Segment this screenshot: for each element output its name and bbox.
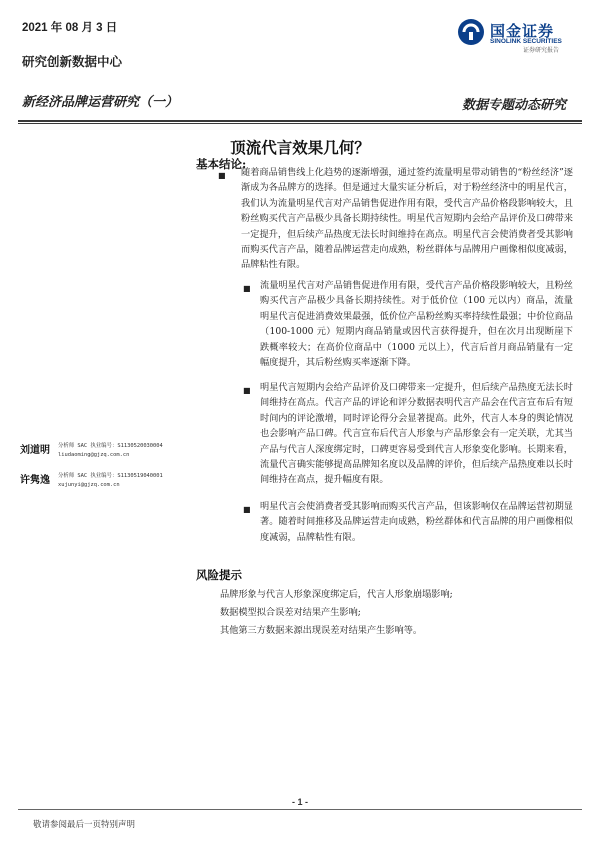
- risk-item: 其他第三方数据来源出现误差对结果产生影响等。: [220, 625, 423, 636]
- square-bullet-icon: ■: [243, 505, 251, 514]
- conclusion-summary: 随着商品销售线上化趋势的逐渐增强，通过签约流量明星带动销售的“粉丝经济”逐渐成为各品牌方的选择。但是通过大量实证分析后，对于粉丝经济中的明星代言，我们认为流量明星代言对产品销售促进作用有限，受代言产品价格段影响较大，且粉丝购买代言产品极少具备长期持续性。明星代言短期内会给产品评价及口碑带来一定提升，但后续产品热度无法长时间维持在高点。明星代言会使消费者受其影响而购买代言产品，随着品牌运营走向成熟，粉丝群体与品牌用户画像相似度减弱，品牌粘性有限。: [241, 167, 573, 271]
- analyst-name: 许隽逸: [20, 475, 50, 486]
- page-title: 顶流代言效果几何？: [230, 138, 370, 157]
- analyst-role: 分析师 SAC 执业编号：S1130520030004: [58, 443, 163, 449]
- page-number: - 1 -: [291, 797, 308, 807]
- risk-item: 数据模型拟合误差对结果产生影响;: [220, 607, 361, 618]
- square-bullet-icon: ■: [218, 171, 226, 180]
- footer-disclaimer: 敬请参阅最后一页特别声明: [33, 820, 136, 830]
- conclusion-point: 明星代言会使消费者受其影响而购买代言产品，但该影响仅在品牌运营初期显著。随着时间推移及品牌运营走向成熟，粉丝群体和代言品牌的用户画像相似度减弱，品牌粘性有限。: [260, 501, 573, 543]
- analyst-email[interactable]: xujunyi@gjzq.com.cn: [58, 482, 120, 488]
- logo-text-en: SINOLINK SECURITIES: [490, 38, 562, 45]
- conclusion-point: 流量明星代言对产品销售促进作用有限，受代言产品价格段影响较大，且粉丝购买代言产品极少具备长期持续性。对于低价位（100 元以内）商品，流量明星代言促进消费效果最强，低价位产品粉丝购买率持续性最强；中价位商品（100-1000 元）短期内商品销量或因代言获得提升，但在次月出现断崖下跌概率较大；在高价位商品中（1000 元以上），代言后首月商品销量有一定幅度提升，其后粉丝购买率逐渐下降。: [260, 280, 573, 369]
- risk-heading: 风险提示: [196, 568, 242, 582]
- conclusion-point: 明星代言短期内会给产品评价及口碑带来一定提升，但后续产品热度无法长时间维持在高点。代言产品的评论和评分数据表明代言产品会在代言宣布后有短时间内的评论激增，同时评论得分会显著提高。此外，代言人本身的舆论情况也会影响产品口碑。代言宣布后代言人形象与产品形象会有一定关联，尤其当产品与代言人深度绑定时，口碑更容易受到代言人形象变化影响。长期来看，流量代言确实能够提高品牌知名度以及品牌的评价，但后续产品热度难以长时间维持在高点，提升幅度有限。: [260, 382, 573, 486]
- research-center: 研究创新数据中心: [22, 54, 123, 69]
- report-type: 数据专题动态研究: [461, 98, 566, 113]
- report-date: 2021 年 08 月 3 日: [22, 22, 118, 34]
- risk-item: 品牌形象与代言人形象深度绑定后，代言人形象崩塌影响;: [220, 589, 453, 600]
- conclusions-heading: 基本结论:: [196, 157, 247, 171]
- analyst-details: [58, 442, 163, 460]
- logo-text-cn: 国金证券: [490, 23, 555, 40]
- header-rule-thin: [18, 123, 582, 124]
- analyst-details: [58, 472, 163, 490]
- analyst-email[interactable]: liudaoming@gjzq.com.cn: [58, 452, 130, 458]
- analyst-role: 分析师 SAC 执业编号：S1130519040001: [58, 473, 163, 479]
- header-rule: [18, 120, 582, 122]
- square-bullet-icon: ■: [243, 386, 251, 395]
- square-bullet-icon: ■: [243, 284, 251, 293]
- analyst-name: 刘道明: [20, 445, 50, 456]
- report-series: 新经济品牌运营研究（一）: [22, 95, 179, 110]
- sinolink-logo-icon: [456, 17, 486, 47]
- logo-subtitle: 证券研究报告: [523, 47, 560, 54]
- footer-rule: [18, 809, 582, 810]
